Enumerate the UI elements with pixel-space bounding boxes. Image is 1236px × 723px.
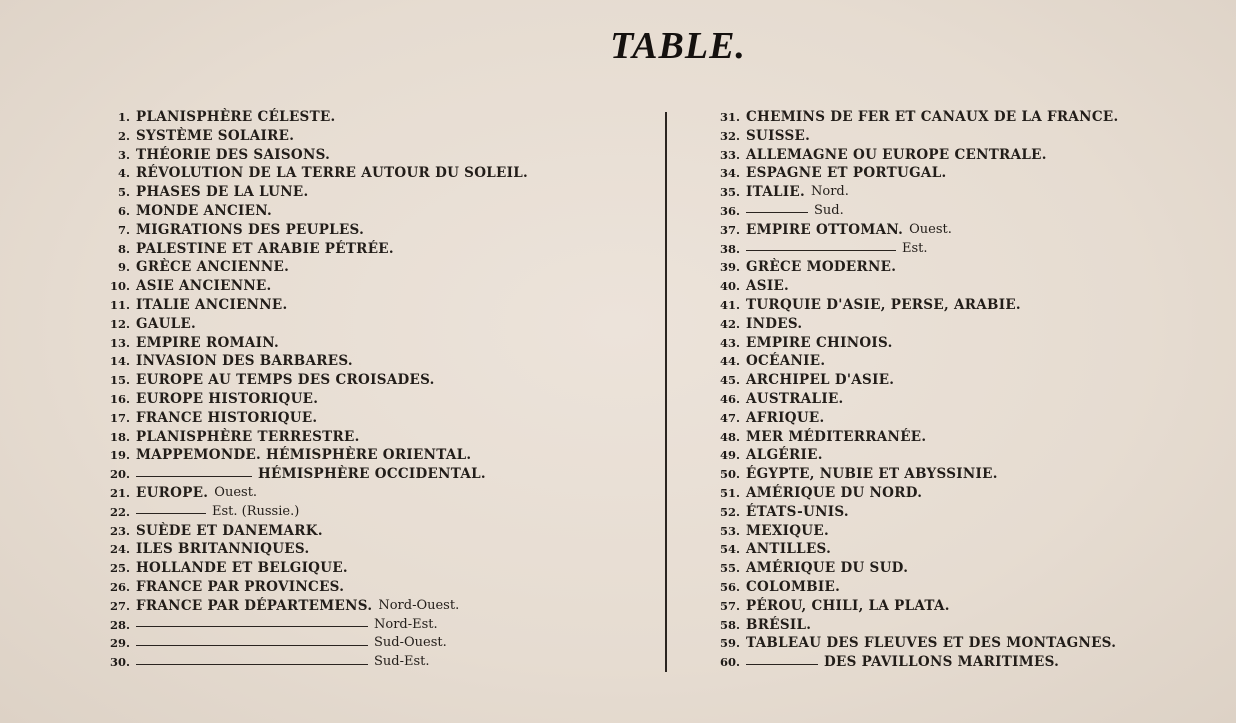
entry-number: 26. — [109, 579, 130, 594]
toc-entry — [96, 465, 528, 484]
entry-title: AUSTRALIE. — [746, 390, 844, 407]
entry-number: 36. — [719, 203, 740, 218]
entry-title: HOLLANDE ET BELGIQUE. — [136, 560, 348, 577]
toc-entry — [706, 146, 1118, 165]
toc-column-right — [706, 108, 1118, 672]
entry-number: 25. — [109, 561, 130, 576]
toc-entry — [706, 183, 1118, 202]
entry-title: ARCHIPEL D'ASIE. — [746, 372, 895, 389]
entry-title: INDES. — [746, 315, 803, 332]
toc-entry — [706, 334, 1118, 353]
entry-title: EMPIRE ROMAIN. — [136, 334, 279, 351]
toc-entry — [96, 578, 528, 597]
toc-entry — [96, 221, 528, 240]
toc-entry — [96, 390, 528, 409]
entry-title: MIGRATIONS DES PEUPLES. — [136, 221, 365, 238]
entry-title: PÉROU, CHILI, LA PLATA. — [746, 597, 950, 614]
entry-title: ILES BRITANNIQUES. — [136, 541, 310, 558]
entry-title: INVASION DES BARBARES. — [136, 353, 353, 370]
entry-title: EUROPE. — [136, 484, 209, 501]
toc-entry — [96, 164, 528, 183]
entry-number: 28. — [109, 617, 130, 632]
entry-subtitle: Est. — [902, 240, 928, 256]
toc-entry — [96, 446, 528, 465]
entry-title: SUISSE. — [746, 127, 811, 144]
entry-number: 3. — [117, 147, 130, 162]
entry-number: 58. — [719, 617, 740, 632]
entry-number: 12. — [109, 316, 130, 331]
entry-title: GAULE. — [136, 315, 197, 332]
entry-number: 15. — [109, 373, 130, 388]
entry-number: 60. — [719, 655, 740, 670]
entry-number: 10. — [109, 279, 130, 294]
toc-entry — [706, 578, 1118, 597]
toc-entry — [706, 390, 1118, 409]
entry-title: ASIE. — [746, 278, 790, 295]
toc-entry — [706, 240, 1118, 259]
entry-number: 50. — [719, 467, 740, 482]
entry-number: 53. — [719, 523, 740, 538]
toc-entry — [706, 352, 1118, 371]
entry-title: SYSTÈME SOLAIRE. — [136, 127, 295, 144]
toc-entry — [96, 503, 528, 522]
entry-title: OCÉANIE. — [746, 353, 826, 370]
ditto-rule — [746, 212, 808, 213]
toc-entry — [706, 221, 1118, 240]
entry-number: 4. — [117, 166, 130, 181]
ditto-rule — [136, 664, 368, 665]
toc-column-left — [96, 108, 528, 672]
entry-title: ITALIE ANCIENNE. — [136, 296, 288, 313]
entry-number: 7. — [117, 222, 130, 237]
toc-entry — [706, 616, 1118, 635]
entry-number: 18. — [109, 429, 130, 444]
entry-title: ALGÉRIE. — [746, 447, 823, 464]
entry-number: 30. — [109, 655, 130, 670]
entry-number: 17. — [109, 410, 130, 425]
toc-entry — [96, 277, 528, 296]
entry-number: 48. — [719, 429, 740, 444]
toc-entry — [706, 597, 1118, 616]
toc-entry — [706, 108, 1118, 127]
entry-number: 43. — [719, 335, 740, 350]
entry-title: BRÉSIL. — [746, 616, 812, 633]
entry-number: 22. — [109, 504, 130, 519]
toc-entry — [96, 653, 528, 672]
entry-number: 13. — [109, 335, 130, 350]
toc-entry — [96, 559, 528, 578]
entry-number: 20. — [109, 467, 130, 482]
entry-title: THÉORIE DES SAISONS. — [136, 146, 331, 163]
ditto-rule — [746, 250, 896, 251]
entry-subtitle: Nord-Ouest. — [378, 597, 460, 613]
entry-subtitle: Nord. — [811, 184, 849, 200]
entry-number: 52. — [719, 504, 740, 519]
entry-number: 56. — [719, 579, 740, 594]
toc-entry — [706, 503, 1118, 522]
toc-entry — [706, 522, 1118, 541]
toc-entry — [706, 315, 1118, 334]
toc-entry — [706, 371, 1118, 390]
entry-subtitle: Sud. — [814, 202, 844, 218]
entry-number: 38. — [719, 241, 740, 256]
entry-number: 40. — [719, 279, 740, 294]
entry-number: 21. — [109, 485, 130, 500]
entry-number: 16. — [109, 391, 130, 406]
entry-title: TABLEAU DES FLEUVES ET DES MONTAGNES. — [746, 635, 1117, 652]
entry-title: GRÈCE ANCIENNE. — [136, 259, 290, 276]
entry-number: 39. — [719, 260, 740, 275]
entry-number: 57. — [719, 598, 740, 613]
entry-number: 27. — [109, 598, 130, 613]
toc-entry — [706, 653, 1118, 672]
entry-title: RÉVOLUTION DE LA TERRE AUTOUR DU SOLEIL. — [136, 165, 529, 182]
toc-entry — [706, 465, 1118, 484]
toc-entry — [96, 522, 528, 541]
toc-entry — [96, 258, 528, 277]
entry-number: 5. — [117, 185, 130, 200]
entry-number: 41. — [719, 297, 740, 312]
toc-entry — [706, 540, 1118, 559]
entry-title: EUROPE HISTORIQUE. — [136, 390, 319, 407]
toc-entry — [96, 484, 528, 503]
entry-title: TURQUIE D'ASIE, PERSE, ARABIE. — [746, 296, 1021, 313]
entry-title: ÉTATS-UNIS. — [746, 503, 849, 520]
toc-entry — [96, 108, 528, 127]
entry-subtitle: Est. (Russie.) — [212, 503, 300, 519]
entry-title: DES PAVILLONS MARITIMES. — [824, 654, 1060, 671]
entry-number: 19. — [109, 448, 130, 463]
ditto-rule — [136, 476, 252, 477]
entry-title: FRANCE PAR DÉPARTEMENS. — [136, 597, 373, 614]
entry-title: ANTILLES. — [746, 541, 832, 558]
entry-subtitle: Ouest. — [214, 484, 258, 500]
toc-entry — [706, 559, 1118, 578]
entry-number: 32. — [719, 128, 740, 143]
toc-entry — [706, 446, 1118, 465]
column-divider — [665, 112, 667, 672]
entry-title: PLANISPHÈRE TERRESTRE. — [136, 428, 360, 445]
toc-entry — [96, 597, 528, 616]
entry-number: 37. — [719, 222, 740, 237]
entry-title: MER MÉDITERRANÉE. — [746, 428, 927, 445]
toc-entry — [96, 240, 528, 259]
toc-entry — [706, 127, 1118, 146]
toc-entry — [96, 540, 528, 559]
entry-number: 59. — [719, 636, 740, 651]
entry-title: EMPIRE OTTOMAN. — [746, 221, 904, 238]
ditto-rule — [136, 626, 368, 627]
entry-title: FRANCE HISTORIQUE. — [136, 409, 318, 426]
entry-title: EMPIRE CHINOIS. — [746, 334, 893, 351]
toc-entry — [706, 296, 1118, 315]
toc-entry — [96, 315, 528, 334]
toc-entry — [706, 258, 1118, 277]
entry-title: HÉMISPHÈRE OCCIDENTAL. — [258, 466, 486, 483]
entry-number: 42. — [719, 316, 740, 331]
entry-number: 34. — [719, 166, 740, 181]
entry-number: 11. — [109, 297, 130, 312]
entry-number: 35. — [719, 185, 740, 200]
toc-entry — [96, 428, 528, 447]
entry-number: 1. — [117, 110, 130, 124]
entry-number: 31. — [719, 110, 740, 124]
entry-title: ITALIE. — [746, 184, 805, 201]
entry-number: 29. — [109, 636, 130, 651]
entry-title: PHASES DE LA LUNE. — [136, 184, 309, 201]
entry-number: 8. — [117, 241, 130, 256]
entry-title: ASIE ANCIENNE. — [136, 278, 272, 295]
toc-entry — [96, 409, 528, 428]
ditto-rule — [136, 645, 368, 646]
entry-number: 9. — [117, 260, 130, 275]
toc-entry — [706, 277, 1118, 296]
toc-entry — [96, 127, 528, 146]
entry-title: CHEMINS DE FER ET CANAUX DE LA FRANCE. — [746, 109, 1119, 125]
entry-number: 44. — [719, 354, 740, 369]
toc-entry — [96, 616, 528, 635]
entry-number: 14. — [109, 354, 130, 369]
toc-entry — [706, 428, 1118, 447]
entry-subtitle: Ouest. — [909, 221, 952, 237]
entry-title: SUÈDE ET DANEMARK. — [136, 522, 323, 539]
entry-subtitle: Nord-Est. — [374, 616, 438, 632]
entry-title: FRANCE PAR PROVINCES. — [136, 578, 345, 595]
entry-title: AFRIQUE. — [746, 409, 825, 426]
toc-entry — [96, 296, 528, 315]
toc-entry — [706, 164, 1118, 183]
entry-subtitle: Sud-Ouest. — [374, 635, 447, 651]
ditto-rule — [136, 513, 206, 514]
toc-entry — [96, 202, 528, 221]
entry-number: 2. — [117, 128, 130, 143]
entry-subtitle: Sud-Est. — [374, 654, 430, 670]
entry-title: COLOMBIE. — [746, 578, 841, 595]
entry-number: 23. — [109, 523, 130, 538]
toc-entry — [706, 484, 1118, 503]
entry-title: MEXIQUE. — [746, 522, 829, 539]
entry-number: 6. — [117, 203, 130, 218]
entry-title: ESPAGNE ET PORTUGAL. — [746, 165, 947, 182]
entry-title: EUROPE AU TEMPS DES CROISADES. — [136, 372, 435, 389]
toc-entry — [96, 352, 528, 371]
entry-number: 49. — [719, 448, 740, 463]
toc-entry — [96, 334, 528, 353]
toc-entry — [706, 202, 1118, 221]
entry-title: GRÈCE MODERNE. — [746, 259, 897, 276]
entry-number: 55. — [719, 561, 740, 576]
entry-number: 45. — [719, 373, 740, 388]
entry-title: PLANISPHÈRE CÉLESTE. — [136, 109, 336, 125]
entry-title: ALLEMAGNE OU EUROPE CENTRALE. — [746, 146, 1047, 163]
entry-number: 54. — [719, 542, 740, 557]
toc-entry — [706, 634, 1118, 653]
ditto-rule — [746, 664, 818, 665]
entry-number: 33. — [719, 147, 740, 162]
entry-title: AMÉRIQUE DU NORD. — [746, 484, 923, 501]
toc-entry — [96, 183, 528, 202]
entry-number: 47. — [719, 410, 740, 425]
toc-entry — [96, 146, 528, 165]
entry-number: 24. — [109, 542, 130, 557]
page-title: TABLE. — [610, 25, 746, 67]
toc-entry — [96, 634, 528, 653]
toc-entry — [706, 409, 1118, 428]
entry-title: MAPPEMONDE. HÉMISPHÈRE ORIENTAL. — [136, 447, 472, 464]
entry-title: MONDE ANCIEN. — [136, 202, 272, 219]
entry-title: AMÉRIQUE DU SUD. — [746, 560, 909, 577]
entry-number: 46. — [719, 391, 740, 406]
entry-title: PALESTINE ET ARABIE PÉTRÉE. — [136, 240, 394, 257]
toc-entry — [96, 371, 528, 390]
entry-number: 51. — [719, 485, 740, 500]
entry-title: ÉGYPTE, NUBIE ET ABYSSINIE. — [746, 466, 998, 483]
